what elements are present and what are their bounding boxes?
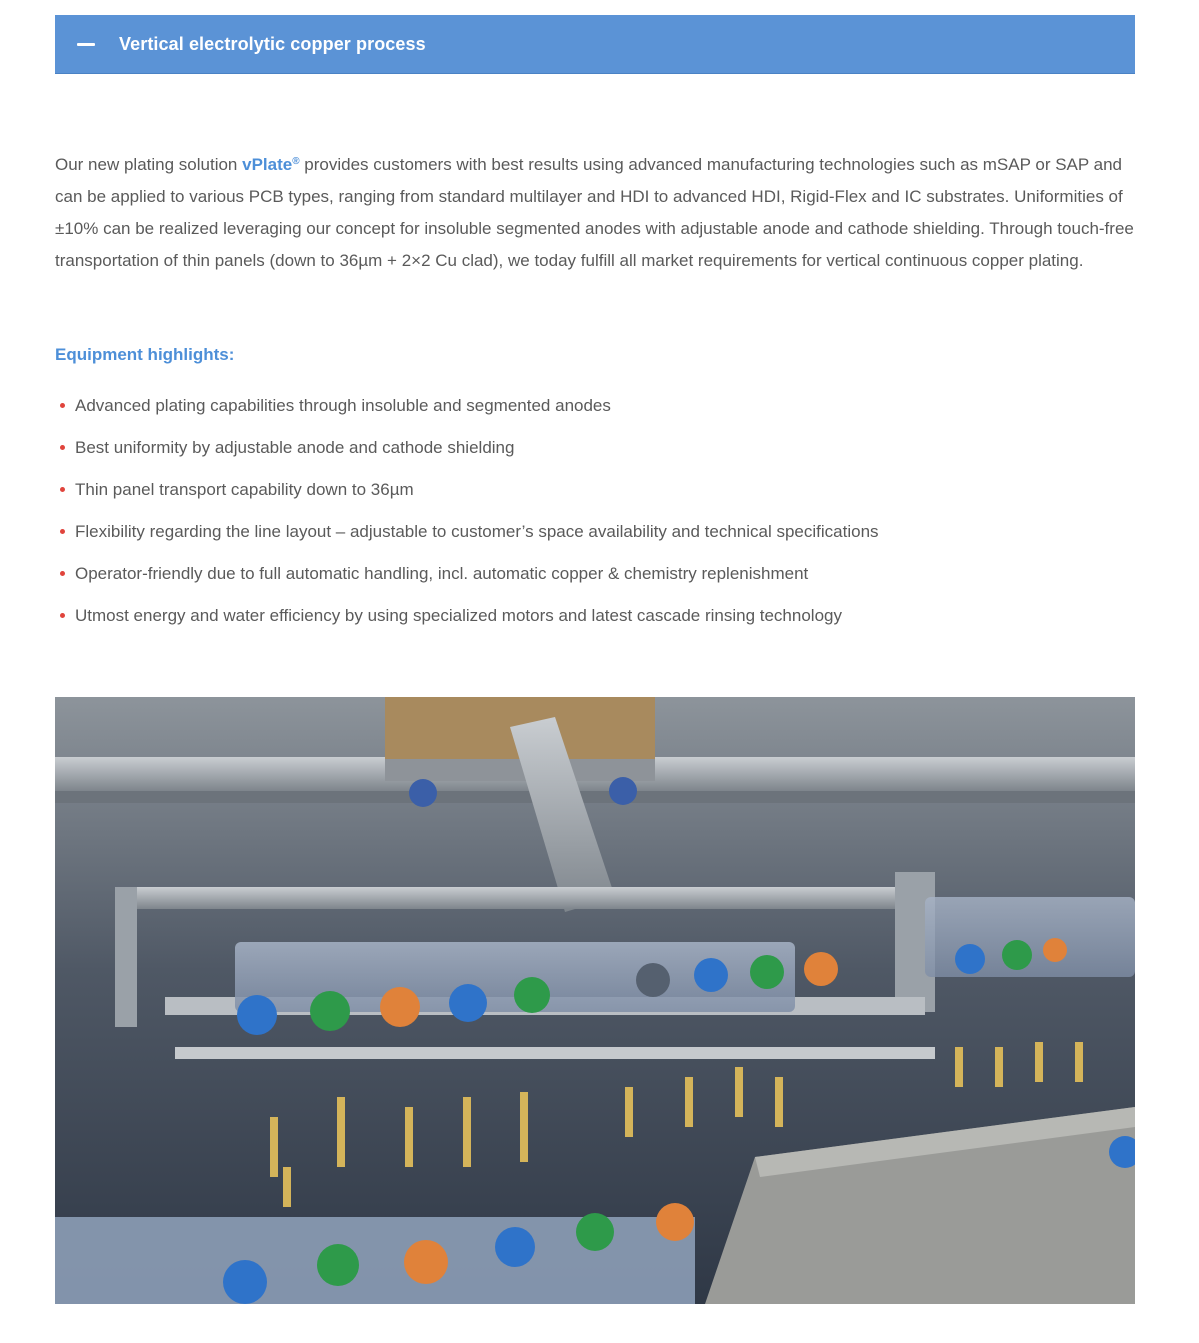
list-item bbox=[55, 385, 1135, 427]
list-item bbox=[55, 553, 1135, 595]
intro-text-rest: provides customers with best results using advanced manufacturing technologies such as mSAP or SAP and can be applied to various PCB types, ranging from standard multilayer and HDI to advanced HDI, Rigid-Flex and IC substrates. Uniformities of ±10% can be realized leveraging our concept for insoluble segmented anodes with adjustable anode and cathode shielding. Through touch-free transportation of thin panels (down to 36µm + 2×2 Cu clad), we today fulfill all market requirements for vertical continuous copper plating. bbox=[55, 155, 1134, 270]
bullet-icon bbox=[60, 403, 65, 408]
bullet-icon bbox=[60, 445, 65, 450]
minus-icon[interactable] bbox=[77, 43, 95, 46]
content-column bbox=[55, 15, 1135, 637]
list-item-label: Utmost energy and water efficiency by using specialized motors and latest cascade rinsing technology bbox=[75, 606, 842, 625]
list-item bbox=[55, 595, 1135, 637]
brand-name bbox=[242, 155, 299, 174]
list-item-label: Flexibility regarding the line layout – adjustable to customer’s space availability and technical specifications bbox=[75, 522, 879, 541]
registered-mark: ® bbox=[292, 156, 300, 167]
list-item bbox=[55, 469, 1135, 511]
list-item-label: Advanced plating capabilities through insoluble and segmented anodes bbox=[75, 396, 611, 415]
equipment-photo-illustration bbox=[55, 697, 1135, 1304]
bullet-icon bbox=[60, 529, 65, 534]
list-item-label: Best uniformity by adjustable anode and cathode shielding bbox=[75, 438, 515, 457]
brand-label: vPlate bbox=[242, 155, 293, 174]
list-item-label: Thin panel transport capability down to 36µm bbox=[75, 480, 414, 499]
highlights-heading: Equipment highlights: bbox=[55, 345, 235, 364]
highlights-list bbox=[55, 385, 1135, 637]
list-item bbox=[55, 427, 1135, 469]
equipment-photo bbox=[55, 697, 1135, 1304]
accordion-title: Vertical electrolytic copper process bbox=[119, 33, 426, 54]
list-item-label: Operator-friendly due to full automatic handling, incl. automatic copper & chemistry replenishment bbox=[75, 564, 809, 583]
bullet-icon bbox=[60, 571, 65, 576]
intro-text-start: Our new plating solution bbox=[55, 155, 243, 174]
bullet-icon bbox=[60, 487, 65, 492]
accordion-header[interactable] bbox=[55, 15, 1135, 74]
list-item bbox=[55, 511, 1135, 553]
bullet-icon bbox=[60, 613, 65, 618]
intro-paragraph bbox=[55, 146, 1135, 277]
